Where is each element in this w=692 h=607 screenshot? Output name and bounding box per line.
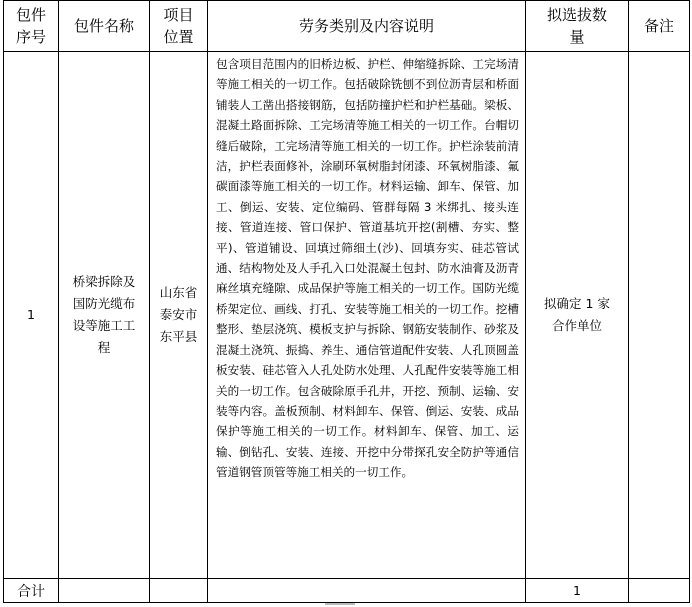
table-row bbox=[4, 52, 690, 579]
footer-row bbox=[4, 579, 690, 603]
page-edge-mark bbox=[325, 603, 355, 605]
header-location: 项目 位置 bbox=[150, 1, 208, 52]
row-location: 山东省 泰安市 东平县 bbox=[150, 52, 208, 579]
row-remark bbox=[629, 52, 690, 579]
header-description: 劳务类别及内容说明 bbox=[208, 1, 526, 52]
row-seq: 1 bbox=[4, 52, 59, 579]
footer-empty-remark bbox=[629, 579, 690, 603]
footer-empty-description bbox=[208, 579, 526, 603]
header-row bbox=[4, 1, 690, 52]
header-name: 包件名称 bbox=[59, 1, 150, 52]
footer-empty-name bbox=[59, 579, 150, 603]
labor-table bbox=[3, 0, 690, 603]
header-remark: 备注 bbox=[629, 1, 690, 52]
row-quantity: 拟确定 1 家 合作单位 bbox=[526, 52, 629, 579]
header-quantity: 拟选拔数 量 bbox=[526, 1, 629, 52]
footer-quantity: 1 bbox=[526, 579, 629, 603]
row-name: 桥梁拆除及 国防光缆布 设等施工工 程 bbox=[59, 52, 150, 579]
header-seq: 包件 序号 bbox=[4, 1, 59, 52]
row-description: 包含项目范围内的旧桥边板、护栏、伸缩缝拆除、工完场清等施工相关的一切工作。包括破除铣刨不到位沥青层和桥面铺装人工凿出搭接钢筋，包括防撞护栏和护栏基础。梁板、混凝土路面拆除、工完场清等施工相关的一切工作。台帽切缝后破除，工完场清等施工相关的一切工作。护栏涂装前清洁，护栏表面修补，涂刷环氧树脂封闭漆、环氧树脂漆、氟碳面漆等施工相关的一切工作。材料运输、卸车、保管、加工、倒运、安装、定位编码、管群每隔 3 米绑扎、接头连接、管道连接、管口保护、管道基坑开挖(割槽、夯实、整平)、管道铺设、回填过筛细土(沙)、回填夯实、硅芯管试通、结构物处及人手孔入口处混凝土包封、防水油膏及沥青麻丝填充缝隙、成品保护等施工相关的一切工作。国防光缆桥架定位、画线、打孔、安装等施工相关的一切工作。挖槽整形、垫层浇筑、模板支护与拆除、钢筋安装制作、砂浆及混凝土浇筑、振捣、养生、通信管道配件安装、人孔顶圆盖板安装、硅芯管入人孔处防水处理、人孔配件安装等施工相关的一切工作。包含破除原手孔井，开挖、预制、运输、安装等内容。盖板预制、材料卸车、保管、倒运、安装、成品保护等施工相关的一切工作。材料卸车、保管、加工、运输、倒钻孔、安装、连接、开挖中分带探孔安全防护等通信管道钢管顶管等施工相关的一切工作。 bbox=[208, 52, 526, 579]
footer-empty-location bbox=[150, 579, 208, 603]
footer-label: 合计 bbox=[4, 579, 59, 603]
